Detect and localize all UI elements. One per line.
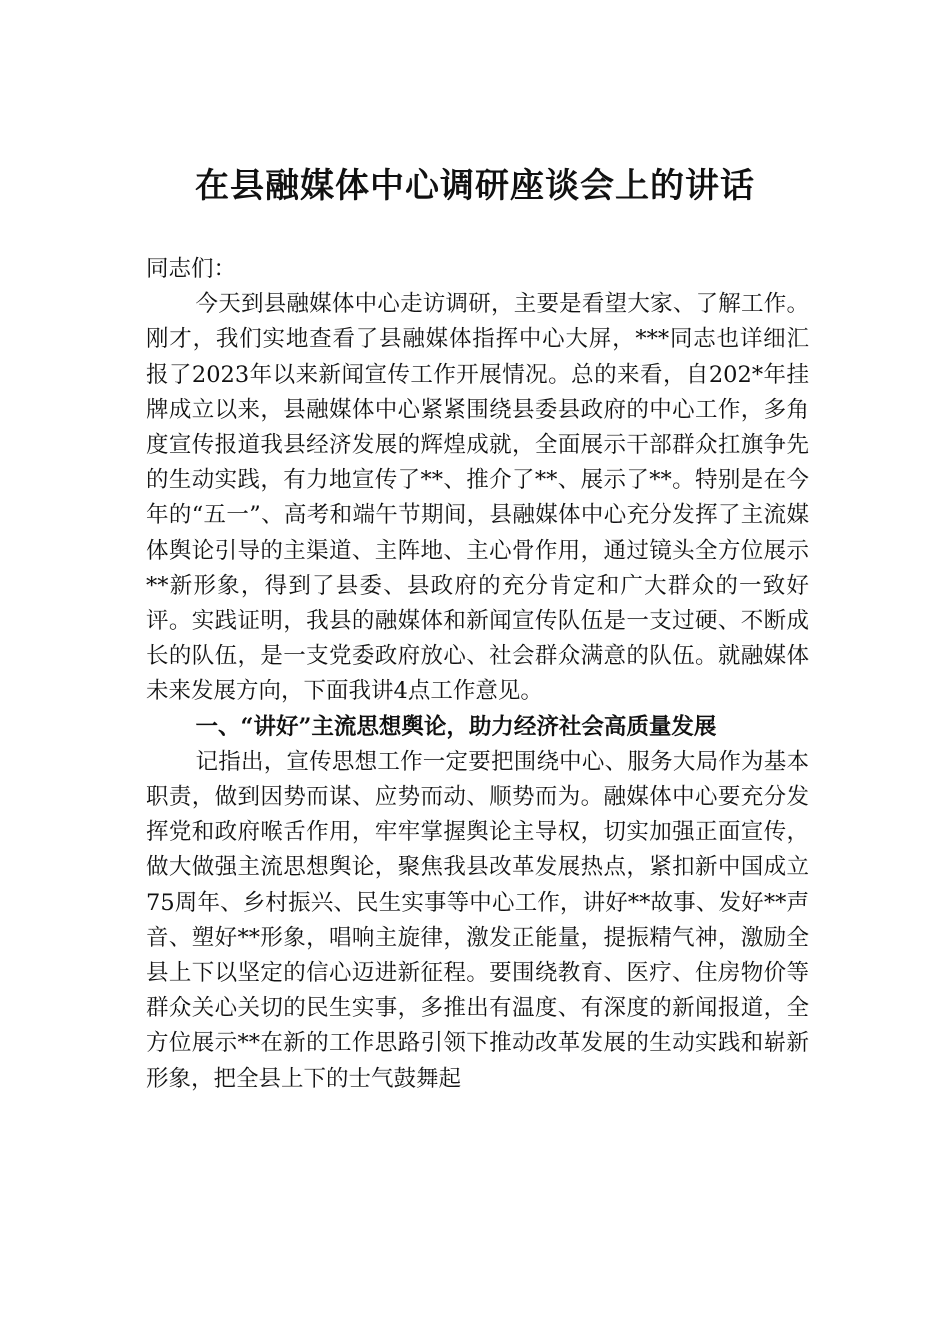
paragraph-intro: 今天到县融媒体中心走访调研，主要是看望大家、了解工作。刚才，我们实地查看了县融媒体指挥中心大屏，***同志也详细汇报了2023年以来新闻宣传工作开展情况。总的来看，自202*年挂牌成立以来，县融媒体中心紧紧围绕县委县政府的中心工作，多角度宣传报道我县经济发展的辉煌成就，全面展示干部群众扛旗争先的生动实践，有力地宣传了**、推介了**、展示了**。特别是在今年的“五一”、高考和端午节期间，县融媒体中心充分发挥了主流媒体舆论引导的主渠道、主阵地、主心骨作用，通过镜头全方位展示**新形象，得到了县委、县政府的充分肯定和广大群众的一致好评。实践证明，我县的融媒体和新闻宣传队伍是一支过硬、不断成长的队伍，是一支党委政府放心、社会群众满意的队伍。就融媒体未来发展方向，下面我讲4点工作意见。: [146, 291, 809, 705]
section-heading-1: 一、“讲好”主流思想舆论，助力经济社会高质量发展: [195, 713, 717, 740]
document-title: 在县融媒体中心调研座谈会上的讲话: [195, 166, 755, 206]
document-body: [146, 252, 809, 1097]
paragraph-section-1: 记指出，宣传思想工作一定要把围绕中心、服务大局作为基本职责，做到因势而谋、应势而动、顺势而为。融媒体中心要充分发挥党和政府喉舌作用，牢牢掌握舆论主导权，切实加强正面宣传，做大做强主流思想舆论，聚焦我县改革发展热点，紧扣新中国成立75周年、乡村振兴、民生实事等中心工作，讲好**故事、发好**声音、塑好**形象，唱响主旋律，激发正能量，提振精气神，激励全县上下以坚定的信心迈进新征程。要围绕教育、医疗、住房物价等群众关心关切的民生实事，多推出有温度、有深度的新闻报道，全方位展示**在新的工作思路引领下推动改革发展的生动实践和崭新形象，把全县上下的士气鼓舞起: [146, 748, 809, 1092]
salutation: 同志们：: [146, 256, 237, 282]
